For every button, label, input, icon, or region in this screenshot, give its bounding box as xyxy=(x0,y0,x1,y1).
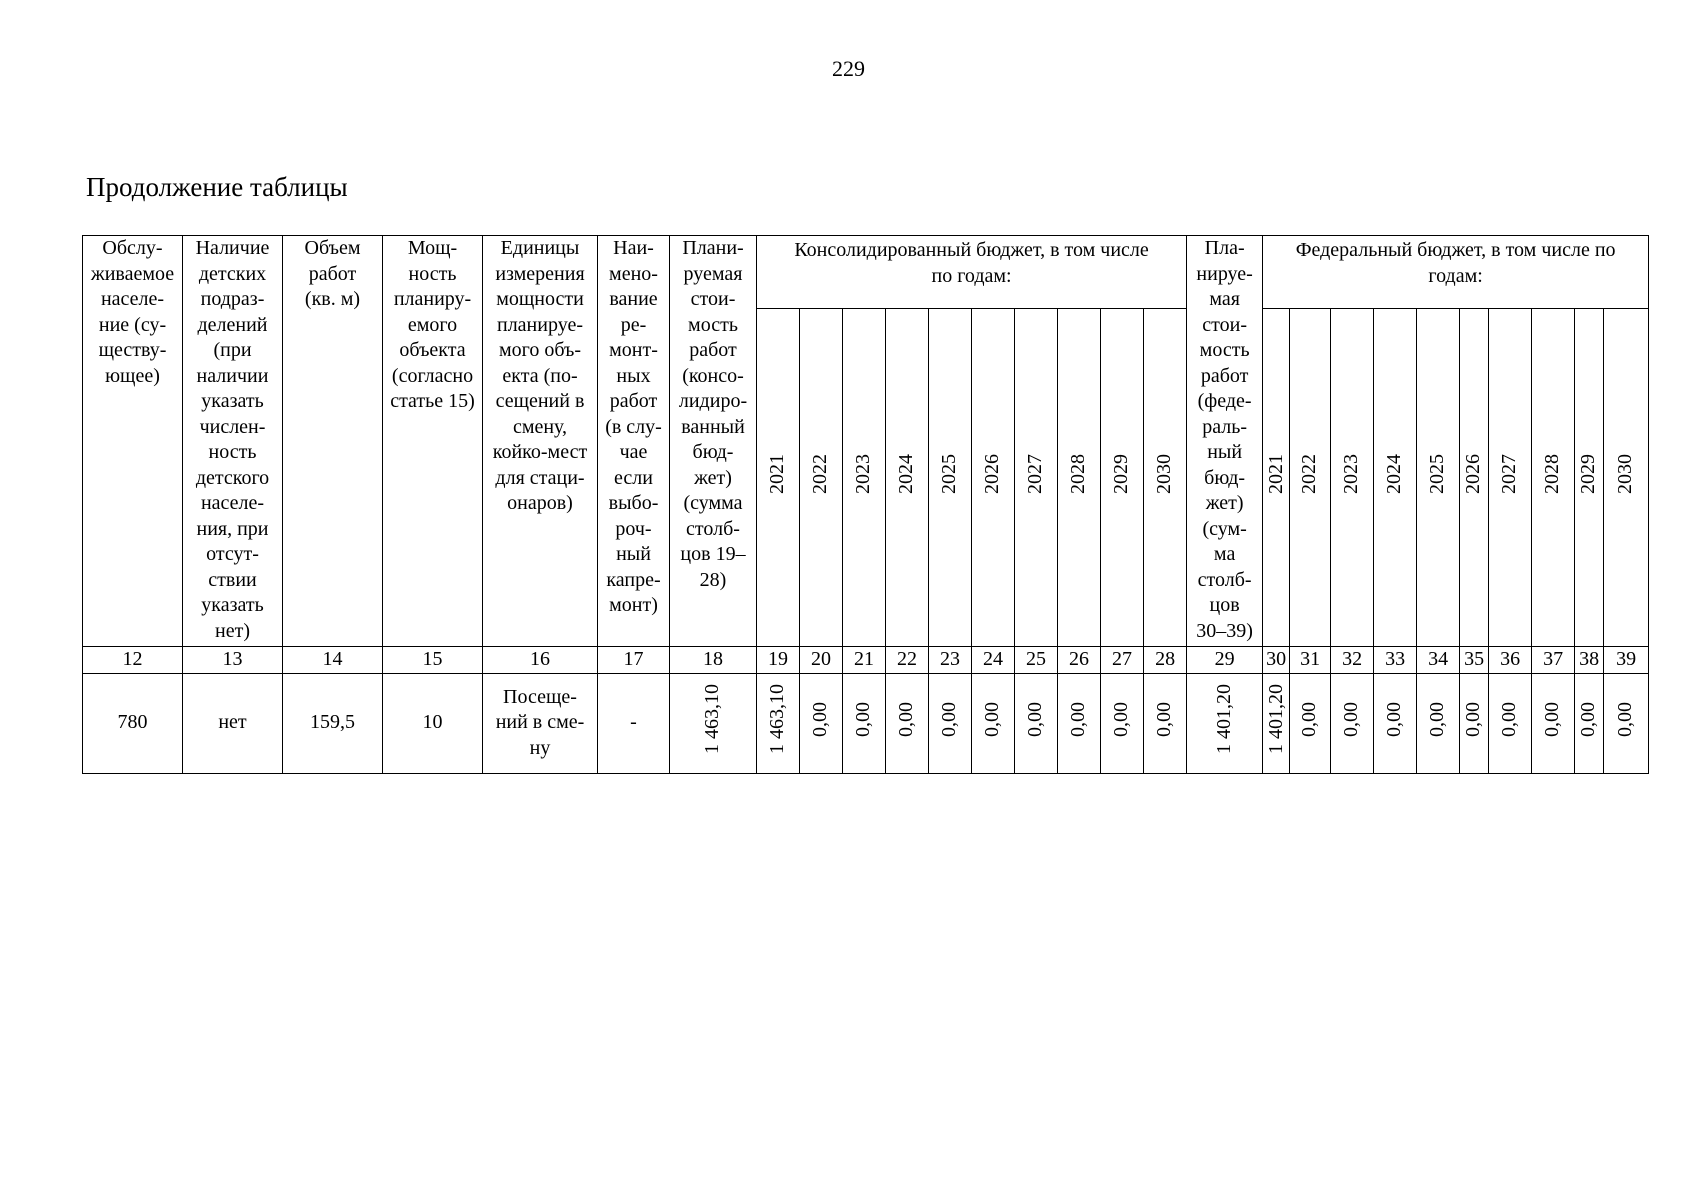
cell-federal-year-text: 0,00 xyxy=(1383,701,1406,737)
column-number: 35 xyxy=(1460,647,1489,674)
column-number: 20 xyxy=(800,647,843,674)
header-federal-total: Пла- нируе- мая стои- мость работ (феде- раль- ный бюд- жет) (сум- ма столб- цов 30–39) xyxy=(1187,236,1263,647)
consolidated-year-header xyxy=(886,309,929,647)
cell-consolidated-year xyxy=(886,673,929,773)
column-number: 13 xyxy=(183,647,283,674)
column-number: 31 xyxy=(1290,647,1331,674)
cell-federal-year xyxy=(1604,673,1649,773)
federal-year-header xyxy=(1460,309,1489,647)
cell-consolidated-year-text: 1 463,10 xyxy=(766,684,789,755)
cell-consolidated-year-text: 0,00 xyxy=(981,701,1004,737)
cell-consolidated-year xyxy=(1101,673,1144,773)
cell-consolidated-year-text: 0,00 xyxy=(809,701,832,737)
federal-year-header xyxy=(1263,309,1290,647)
consolidated-year-header-text: 2027 xyxy=(1024,453,1047,494)
federal-year-header xyxy=(1331,309,1374,647)
cell-consolidated-year xyxy=(1144,673,1187,773)
column-number: 25 xyxy=(1015,647,1058,674)
cell-consolidated-year xyxy=(1058,673,1101,773)
column-number: 27 xyxy=(1101,647,1144,674)
column-number: 21 xyxy=(843,647,886,674)
column-number: 29 xyxy=(1187,647,1263,674)
cell-federal-year xyxy=(1290,673,1331,773)
cell-consolidated-year xyxy=(843,673,886,773)
cell-consolidated-year-text: 0,00 xyxy=(1110,701,1133,737)
column-number: 33 xyxy=(1374,647,1417,674)
cell-federal-year-text: 0,00 xyxy=(1426,701,1449,737)
header-children: Наличие детских подраз- делений (при наличии указать числен- ность детского населе- ния, при отсут- ствии указать нет) xyxy=(183,236,283,647)
cell-federal-total-text: 1 401,20 xyxy=(1212,684,1235,755)
federal-year-header-text: 2023 xyxy=(1340,453,1363,494)
cell-federal-year xyxy=(1575,673,1604,773)
column-number: 26 xyxy=(1058,647,1101,674)
consolidated-year-header xyxy=(757,309,800,647)
federal-year-header-text: 2025 xyxy=(1426,453,1449,494)
cell-consolidated-year xyxy=(757,673,800,773)
header-units: Единицы измерения мощности планируе- мого объ- екта (по- сещений в смену, койко-мест для стаци- онаров) xyxy=(483,236,598,647)
column-number: 38 xyxy=(1575,647,1604,674)
cell-capacity: 10 xyxy=(383,673,483,773)
federal-year-header-text: 2022 xyxy=(1298,453,1321,494)
cell-consolidated-year-text: 0,00 xyxy=(852,701,875,737)
cell-federal-year xyxy=(1263,673,1290,773)
header-population: Обслу- живаемое населе- ние (су- ществу- ющее) xyxy=(83,236,183,647)
consolidated-year-header-text: 2030 xyxy=(1153,453,1176,494)
federal-year-header-text: 2028 xyxy=(1541,453,1564,494)
consolidated-year-header xyxy=(800,309,843,647)
cell-federal-year-text: 0,00 xyxy=(1541,701,1564,737)
federal-year-header xyxy=(1417,309,1460,647)
column-number: 39 xyxy=(1604,647,1649,674)
consolidated-year-header-text: 2028 xyxy=(1067,453,1090,494)
consolidated-year-header-text: 2026 xyxy=(981,453,1004,494)
column-numbers-row xyxy=(83,647,1649,674)
column-number: 23 xyxy=(929,647,972,674)
column-number: 22 xyxy=(886,647,929,674)
header-capacity: Мощ- ность планиру- емого объекта (согласно статье 15) xyxy=(383,236,483,647)
cell-federal-year-text: 0,00 xyxy=(1498,701,1521,737)
header-row-groups xyxy=(83,236,1649,309)
table-caption: Продолжение таблицы xyxy=(86,172,348,202)
header-volume: Объем работ (кв. м) xyxy=(283,236,383,647)
cell-federal-year-text: 0,00 xyxy=(1462,701,1485,737)
header-federal-group: Федеральный бюджет, в том числе по годам: xyxy=(1263,236,1649,309)
cell-consolidated-year-text: 0,00 xyxy=(1024,701,1047,737)
column-number: 18 xyxy=(670,647,757,674)
consolidated-year-header xyxy=(1015,309,1058,647)
column-number: 16 xyxy=(483,647,598,674)
cell-consolidated-year-text: 0,00 xyxy=(1153,701,1176,737)
consolidated-year-header xyxy=(1144,309,1187,647)
cell-federal-year xyxy=(1460,673,1489,773)
cell-children: нет xyxy=(183,673,283,773)
cell-consolidated-year-text: 0,00 xyxy=(1067,701,1090,737)
federal-year-header-text: 2024 xyxy=(1383,453,1406,494)
federal-year-header xyxy=(1489,309,1532,647)
consolidated-year-header xyxy=(843,309,886,647)
federal-year-header xyxy=(1575,309,1604,647)
cell-consolidated-year-text: 0,00 xyxy=(938,701,961,737)
consolidated-year-header-text: 2029 xyxy=(1110,453,1133,494)
cell-consolidated-year xyxy=(1015,673,1058,773)
column-number: 17 xyxy=(598,647,670,674)
cell-consolidated-year xyxy=(972,673,1015,773)
cell-units: Посеще- ний в сме- ну xyxy=(483,673,598,773)
cell-federal-year-text: 1 401,20 xyxy=(1265,684,1288,755)
cell-federal-year-text: 0,00 xyxy=(1298,701,1321,737)
consolidated-year-header xyxy=(1058,309,1101,647)
cell-repair-name: - xyxy=(598,673,670,773)
cell-federal-year xyxy=(1374,673,1417,773)
cell-federal-year-text: 0,00 xyxy=(1614,701,1637,737)
consolidated-year-header-text: 2021 xyxy=(766,453,789,494)
column-number: 28 xyxy=(1144,647,1187,674)
column-number: 19 xyxy=(757,647,800,674)
header-consolidated-group: Консолидированный бюджет, в том числе по годам: xyxy=(757,236,1187,309)
consolidated-year-header-text: 2024 xyxy=(895,453,918,494)
federal-year-header-text: 2029 xyxy=(1577,453,1600,494)
federal-year-header xyxy=(1290,309,1331,647)
column-number: 36 xyxy=(1489,647,1532,674)
column-number: 24 xyxy=(972,647,1015,674)
cell-federal-year xyxy=(1417,673,1460,773)
header-consolidated-total: Плани- руемая стои- мость работ (консо- лидиро- ванный бюд- жет) (сумма столб- цов 19– 28) xyxy=(670,236,757,647)
federal-year-header-text: 2030 xyxy=(1614,453,1637,494)
column-number: 14 xyxy=(283,647,383,674)
cell-volume: 159,5 xyxy=(283,673,383,773)
federal-year-header xyxy=(1532,309,1575,647)
cell-federal-total xyxy=(1187,673,1263,773)
cell-federal-year xyxy=(1489,673,1532,773)
federal-year-header-text: 2026 xyxy=(1462,453,1485,494)
column-number: 32 xyxy=(1331,647,1374,674)
column-number: 15 xyxy=(383,647,483,674)
federal-year-header xyxy=(1374,309,1417,647)
cell-consolidated-total-text: 1 463,10 xyxy=(701,684,724,755)
cell-federal-year-text: 0,00 xyxy=(1340,701,1363,737)
cell-federal-year-text: 0,00 xyxy=(1577,701,1600,737)
cell-consolidated-year xyxy=(929,673,972,773)
column-number: 37 xyxy=(1532,647,1575,674)
federal-year-header-text: 2027 xyxy=(1498,453,1521,494)
consolidated-year-header-text: 2025 xyxy=(938,453,961,494)
consolidated-year-header xyxy=(1101,309,1144,647)
table-row xyxy=(83,673,1649,773)
cell-federal-year xyxy=(1331,673,1374,773)
cell-federal-year xyxy=(1532,673,1575,773)
cell-population: 780 xyxy=(83,673,183,773)
consolidated-year-header-text: 2023 xyxy=(852,453,875,494)
page-number: 229 xyxy=(832,56,865,81)
consolidated-year-header-text: 2022 xyxy=(809,453,832,494)
consolidated-year-header xyxy=(929,309,972,647)
cell-consolidated-year xyxy=(800,673,843,773)
column-number: 12 xyxy=(83,647,183,674)
column-number: 30 xyxy=(1263,647,1290,674)
header-repair-name: Наи- мено- вание ре- монт- ных работ (в слу- чае если выбо- роч- ный капре- монт) xyxy=(598,236,670,647)
budget-table xyxy=(82,235,1649,774)
consolidated-year-header xyxy=(972,309,1015,647)
cell-consolidated-year-text: 0,00 xyxy=(895,701,918,737)
federal-year-header xyxy=(1604,309,1649,647)
cell-consolidated-total xyxy=(670,673,757,773)
column-number: 34 xyxy=(1417,647,1460,674)
federal-year-header-text: 2021 xyxy=(1265,453,1288,494)
